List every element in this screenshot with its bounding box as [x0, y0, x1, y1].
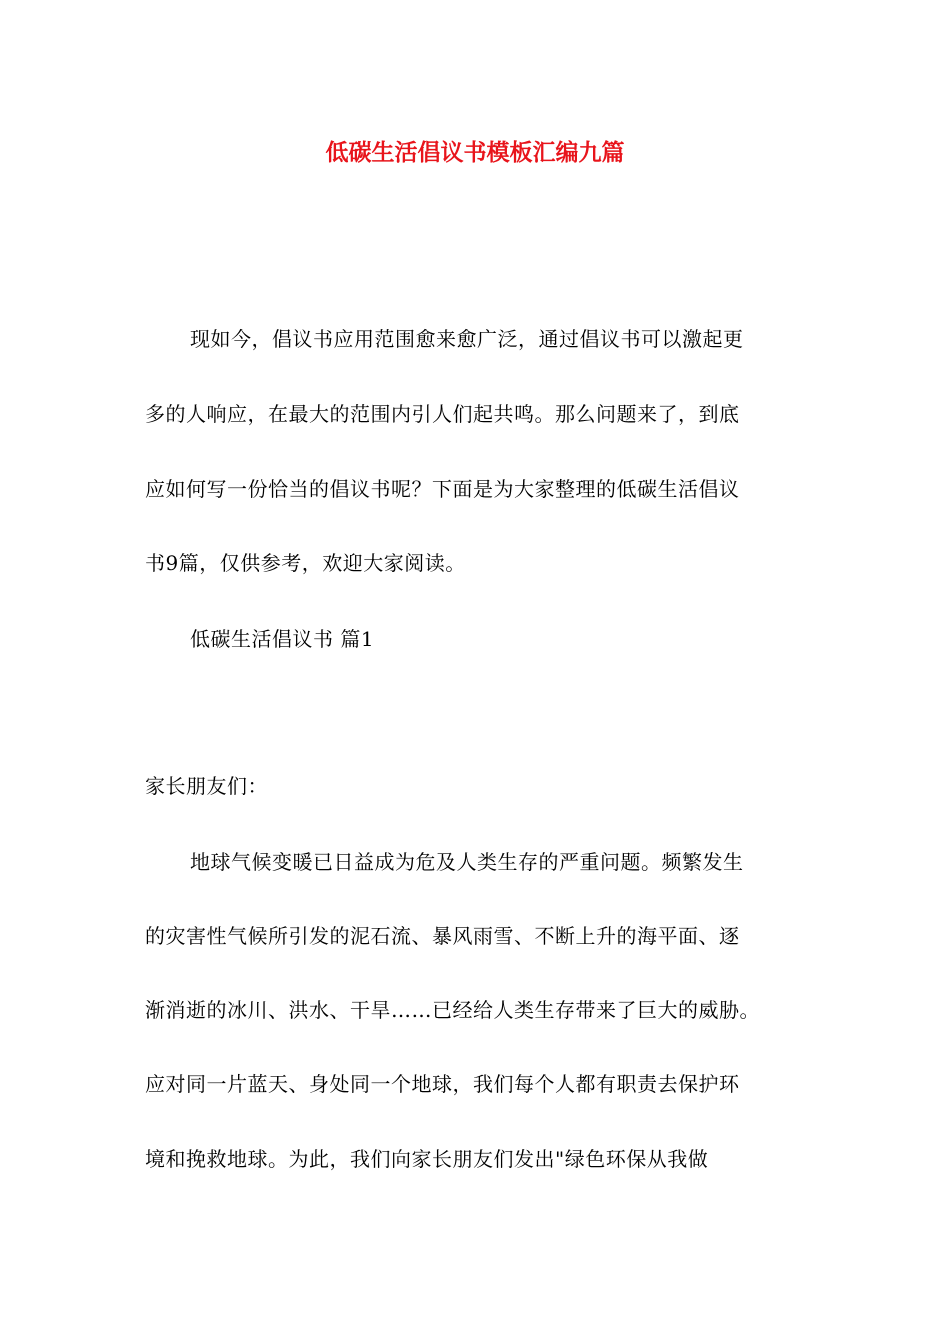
paragraph-line: 应对同一片蓝天、身处同一个地球，我们每个人都有职责去保护环 — [145, 1072, 740, 1096]
paragraph-line: 地球气候变暖已日益成为危及人类生存的严重问题。频繁发生 — [190, 850, 744, 874]
paragraph-line: 的灾害性气候所引发的泥石流、暴风雨雪、不断上升的海平面、逐 — [145, 924, 740, 948]
paragraph-line: 应如何写一份恰当的倡议书呢？下面是为大家整理的低碳生活倡议 — [145, 477, 740, 501]
document-title: 低碳生活倡议书模板汇编九篇 — [325, 139, 625, 166]
paragraph-line: 书9篇，仅供参考，欢迎大家阅读。 — [145, 551, 466, 575]
paragraph-line: 渐消逝的冰川、洪水、干旱……已经给人类生存带来了巨大的威胁。 — [145, 998, 760, 1022]
paragraph-line: 多的人响应，在最大的范围内引人们起共鸣。那么问题来了，到底 — [145, 402, 740, 426]
salutation: 家长朋友们： — [145, 774, 268, 798]
paragraph-line: 境和挽救地球。为此，我们向家长朋友们发出"绿色环保从我做 — [145, 1147, 709, 1171]
paragraph-line: 现如今，倡议书应用范围愈来愈广泛，通过倡议书可以激起更 — [190, 327, 744, 351]
section-heading: 低碳生活倡议书 篇1 — [190, 627, 375, 651]
